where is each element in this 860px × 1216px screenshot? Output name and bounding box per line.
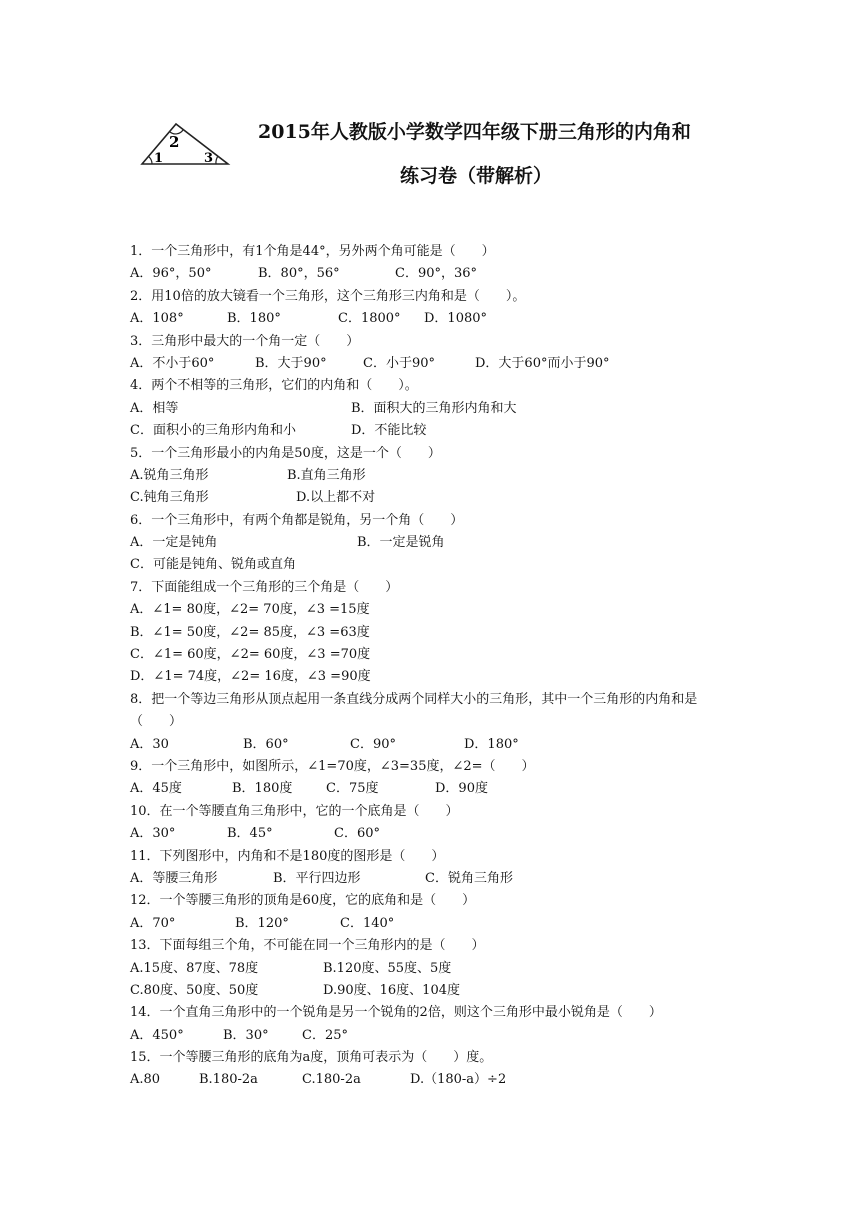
answer-option: A．45度 [130, 781, 182, 797]
answer-option: B．60° [243, 736, 289, 752]
answer-option: C.180-2a [302, 1072, 361, 1088]
answer-option: C.钝角三角形 [130, 490, 209, 506]
answer-option: A．70° [130, 915, 176, 931]
question-stem: 11．下列图形中，内角和不是180度的图形是（ ） [130, 848, 445, 864]
option-row [130, 823, 740, 845]
question-stem: 14．一个直角三角形中的一个锐角是另一个锐角的2倍，则这个三角形中最小锐角是（ ） [130, 1005, 662, 1021]
option-row [130, 1069, 740, 1091]
option-row [130, 868, 740, 890]
answer-option: D.（180-a）÷2 [410, 1072, 507, 1088]
option-row [130, 958, 740, 980]
question-stem: 5．一个三角形最小的内角是50度，这是一个（ ） [130, 445, 441, 461]
option-row [130, 532, 740, 554]
answer-option: C．140° [340, 915, 395, 931]
question-list [130, 241, 740, 1092]
answer-option: A.80 [130, 1072, 161, 1088]
answer-option: B．45° [227, 826, 273, 842]
answer-option: C．90°，36° [395, 266, 478, 282]
option-row [130, 398, 740, 420]
option-row [130, 913, 740, 935]
question-stem: 13．下面每组三个角，不可能在同一个三角形内的是（ ） [130, 938, 485, 954]
answer-option: C．60° [334, 826, 380, 842]
answer-option: D．180° [464, 736, 519, 752]
question-stem: 15．一个等腰三角形的底角为a度，顶角可表示为（ ）度。 [130, 1050, 493, 1066]
answer-option: C．锐角三角形 [425, 870, 513, 886]
answer-option: B．大于90° [255, 355, 327, 371]
answer-option: B．30° [223, 1027, 269, 1043]
answer-option: C.80度、50度、50度 [130, 982, 259, 998]
answer-option: C．面积小的三角形内角和小 [130, 423, 296, 439]
question-stem: 10．在一个等腰直角三角形中，它的一个底角是（ ） [130, 803, 459, 819]
answer-option: A.锐角三角形 [130, 467, 209, 483]
answer-option: C．小于90° [363, 355, 435, 371]
question-stem: 1．一个三角形中，有1个角是44°，另外两个角可能是（ ） [130, 244, 495, 259]
option-row [130, 308, 740, 330]
answer-option: A.15度、87度、78度 [130, 960, 259, 976]
page-title-line-1: 2015年人教版小学数学四年级下册三角形的内角和 [258, 121, 691, 143]
option-row [130, 644, 740, 666]
angle-arc-1 [148, 156, 152, 164]
answer-option: A．108° [130, 311, 184, 327]
answer-option: B．120° [235, 915, 289, 931]
option-row [130, 353, 740, 375]
option-row [130, 599, 740, 621]
answer-option: B．∠1= 50度，∠2= 85度，∠3 =63度 [130, 624, 370, 640]
answer-option: C．75度 [326, 781, 379, 797]
option-row [130, 1025, 740, 1047]
question-stem: 8．把一个等边三角形从顶点起用一条直线分成两个同样大小的三角形，其中一个三角形的内角和是（ ） [130, 691, 698, 730]
answer-option: D．1080° [424, 311, 488, 327]
answer-option: A．∠1= 80度，∠2= 70度，∠3 =15度 [130, 602, 370, 618]
answer-option: B.120度、55度、5度 [323, 960, 452, 976]
answer-option: A．450° [130, 1027, 184, 1043]
answer-option: B．80°，56° [258, 266, 340, 282]
answer-option: C．25° [302, 1027, 348, 1043]
answer-option: B.直角三角形 [287, 467, 366, 483]
answer-option: A．96°，50° [130, 266, 212, 282]
question-stem: 7．下面能组成一个三角形的三个角是（ ） [130, 579, 399, 595]
answer-option: B.180-2a [199, 1072, 258, 1088]
angle-arc-3 [216, 156, 218, 164]
option-row [130, 778, 740, 800]
answer-option: D．∠1= 74度，∠2= 16度，∠3 =90度 [130, 669, 371, 685]
question-stem: 3．三角形中最大的一个角一定（ ） [130, 333, 360, 349]
answer-option: A．30° [130, 826, 176, 842]
option-row [130, 420, 740, 442]
page-title-line-2: 练习卷（带解析） [400, 165, 553, 187]
answer-option: A．等腰三角形 [130, 870, 218, 886]
option-row [130, 554, 740, 576]
option-row [130, 666, 740, 688]
answer-option: A．30 [130, 736, 169, 752]
answer-option: D．大于60°而小于90° [475, 355, 610, 371]
option-row [130, 980, 740, 1002]
answer-option: A．相等 [130, 400, 179, 416]
question-stem: 4．两个不相等的三角形，它们的内角和（ ）。 [130, 378, 418, 394]
answer-option: B．一定是锐角 [357, 535, 445, 551]
answer-option: C．90° [350, 736, 396, 752]
answer-option: C．可能是钝角、锐角或直角 [130, 557, 296, 573]
answer-option: D.90度、16度、104度 [323, 982, 460, 998]
answer-option: B．面积大的三角形内角和大 [351, 400, 517, 416]
answer-option: A．一定是钝角 [130, 535, 218, 551]
angle-label-3: 3 [204, 151, 214, 166]
answer-option: B．180° [227, 311, 281, 327]
answer-option: C．∠1= 60度，∠2= 60度，∠3 =70度 [130, 647, 371, 663]
answer-option: D.以上都不对 [296, 490, 376, 506]
answer-option: B．平行四边形 [273, 870, 361, 886]
triangle-figure [140, 120, 232, 168]
answer-option: C．1800° [338, 311, 401, 327]
option-row [130, 465, 740, 487]
question-stem: 9．一个三角形中，如图所示，∠1=70度，∠3=35度，∠2=（ ） [130, 759, 535, 775]
answer-option: A．不小于60° [130, 355, 215, 371]
angle-label-2: 2 [169, 133, 180, 151]
question-stem: 2．用10倍的放大镜看一个三角形，这个三角形三内角和是（ ）。 [130, 288, 526, 304]
option-row [130, 487, 740, 509]
answer-option: B．180度 [232, 781, 293, 797]
angle-label-1: 1 [154, 151, 164, 166]
answer-option: D．不能比较 [351, 423, 427, 439]
option-row [130, 734, 740, 756]
option-row [130, 263, 740, 285]
question-stem: 12．一个等腰三角形的顶角是60度，它的底角和是（ ） [130, 893, 476, 909]
option-row [130, 622, 740, 644]
question-stem: 6．一个三角形中，有两个角都是锐角，另一个角（ ） [130, 512, 464, 528]
answer-option: D．90度 [435, 781, 488, 797]
